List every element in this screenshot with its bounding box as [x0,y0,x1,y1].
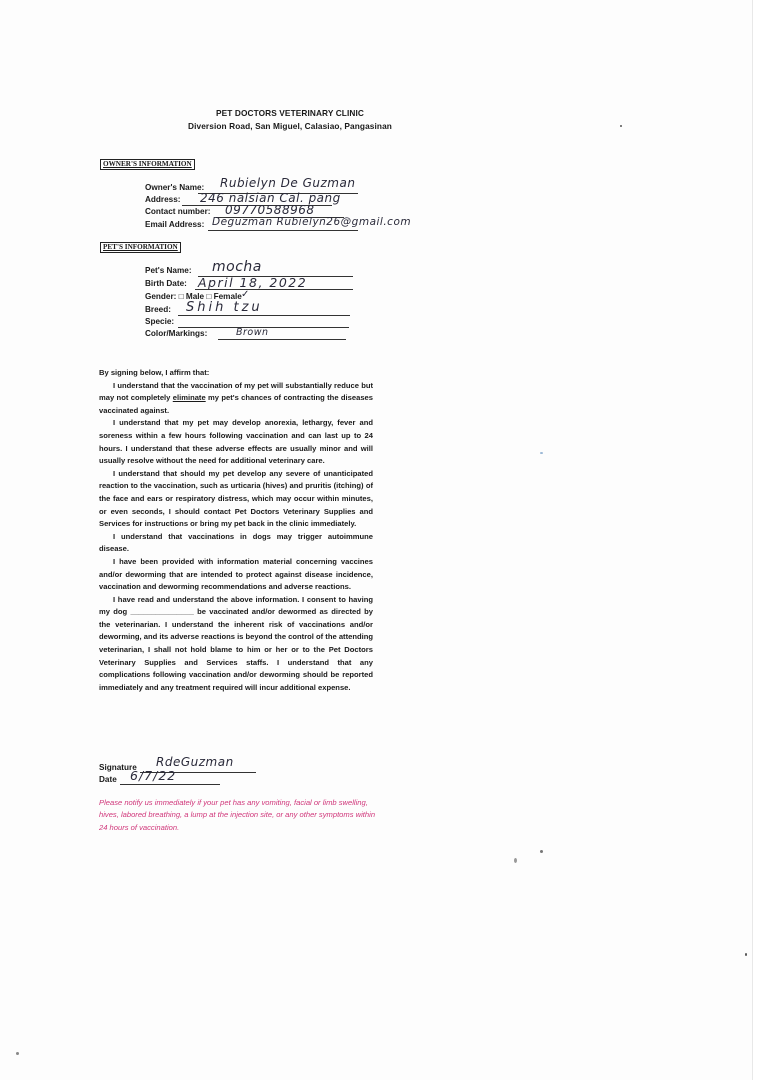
scan-speck [540,850,543,853]
p6-blank: _______________ [130,607,194,617]
gender-label-text: Gender: [145,292,177,301]
color-label: Color/Markings: [145,329,208,338]
consent-text [99,367,373,694]
contact-label: Contact number: [145,207,211,216]
p6-text-b: be vaccinated and/or dewormed as directed by the veterinarian. I understand the inherent risk of vaccinations and/or deworming, and its adverse reactions is beyond the control of the attending veterinarian, I shall not hold blame to him or her or to the Pet Doctors Veterinary Supplies and Services staffs. I understand that any complications following vaccination and/or deworming should be reported immediately and any treatment required will incur additional expense. [99,607,373,692]
consent-paragraph-6 [99,594,373,695]
owner-name-value: Rubielyn De Guzman [220,176,356,190]
consent-paragraph-3: I understand that should my pet develop any severe of unanticipated reaction to the vaccination, such as urticaria (hives) and pruritis (itching) of the face and ears or respiratory distress, which may occur within minutes, or even seconds, I should contact Pet Doctors Veterinary Supplies and Services for instructions or bring my pet back in the clinic immediately. [99,468,373,529]
clinic-name: PET DOCTORS VETERINARY CLINIC [216,108,364,118]
consent-paragraph-1 [99,380,373,418]
email-value: Deguzman Rubielyn26@gmail.com [212,216,412,228]
email-line [208,230,358,231]
signature-label: Signature [99,763,137,772]
gender-options: □ Male □ Female [178,292,242,301]
scan-speck [620,125,622,127]
date-value: 6/7/22 [130,768,177,783]
clinic-address: Diversion Road, San Miguel, Calasiao, Pangasinan [188,121,392,131]
owner-section-title: OWNER'S INFORMATION [100,159,195,170]
breed-line [178,315,350,316]
gender-female-checkmark: ✓ [241,289,250,300]
owner-name-label: Owner's Name: [145,183,205,192]
p1-text-b: my pet's chances of contracting the diseases vaccinated against. [99,393,373,415]
address-value: 246 nalsian Cal. pang [200,191,341,205]
scan-speck [540,452,543,454]
p1-underlined: eliminate [172,393,206,403]
p1-text-a: I understand that the vaccination of my pet will substantially reduce but may not completely [99,380,373,403]
pet-section-title: PET'S INFORMATION [100,242,181,253]
notification-note: Please notify us immediately if your pet has any vomiting, facial or limb swelling, hives, labored breathing, a lump at the injection site, or any other symptoms within 24 hours of vaccination. [99,798,376,832]
consent-paragraph-2: I understand that my pet may develop anorexia, lethargy, fever and soreness within a few hours following vaccination and can last up to 24 hours. I understand that these adverse effects are usually minor and will usually resolve without the need for additional veterinary care. [99,418,373,466]
pet-name-value: mocha [212,259,262,275]
color-value: Brown [236,327,269,338]
birth-date-label: Birth Date: [145,279,187,288]
consent-paragraph-5: I have been provided with information material concerning vaccines and/or deworming that are intended to protect against disease incidence, vaccination and deworming recommendations and adverse reactions. [99,556,373,592]
consent-intro: By signing below, I affirm that: [99,368,210,377]
scan-speck [514,858,517,863]
breed-label: Breed: [145,305,171,314]
scan-speck [745,953,747,956]
pet-name-label: Pet's Name: [145,266,192,275]
color-line [218,339,346,340]
birth-date-value: April 18, 2022 [198,275,308,290]
scan-speck [16,1052,19,1055]
contact-value: 09770588968 [225,203,315,217]
breed-value: Shih tzu [186,300,263,315]
address-label: Address: [145,195,181,204]
date-label: Date [99,775,117,784]
email-label: Email Address: [145,220,205,229]
consent-paragraph-4: I understand that vaccinations in dogs may trigger autoimmune disease. [99,531,373,554]
p6-text-a: I have read and understand the above information. I consent to having my dog [99,594,373,617]
signature-value: RdeGuzman [156,755,234,769]
date-line [120,784,220,785]
specie-label: Specie: [145,317,175,326]
